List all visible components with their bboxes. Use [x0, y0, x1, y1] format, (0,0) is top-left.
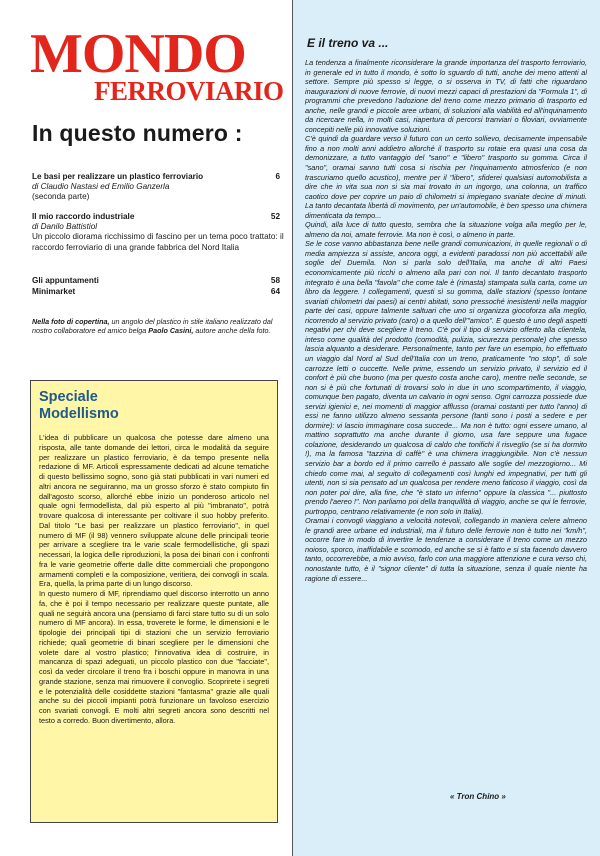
logo-mondo: MONDO — [30, 23, 246, 85]
cover-caption-lead: Nella foto di copertina, — [32, 317, 110, 326]
toc-title: Le basi per realizzare un plastico ferroviario — [32, 172, 204, 181]
toc-entry-4[interactable] — [32, 287, 284, 297]
logo-ferroviario: FERROVIARIO — [94, 76, 284, 106]
toc-page: 64 — [270, 287, 280, 296]
special-body — [39, 433, 269, 726]
special-paragraph: In questo numero di MF, riprendiamo quel discorso interrotto un anno fa, che è poi il tempo necessario per realizzare queste puntate, alle quali ne seguirà ancora una (pensiamo di farci stare tutto su di un solo numero di MF ancora). In essa, troverete le forme, le dimensioni e le tipologie dei principali tipi di stazioni che un servizio ferroviario richiede; quali geometrie di binari scegliere per le dimensioni che volete dare al vostro plastico; l'innovativa idea di costruire, in mancanza di spazi adeguati, un piccolo plastico con due "facciate", così da veder circolare il treno fra i boschi oppure in manovra in una grande stazione, senza mai rimuovere il convoglio. Scoprirete i segreti e le potenzialità delle cosiddette stazioni "fantasma" grazie alle quali anche su dei piccoli impianti potrà funzionare un favoloso esercizio con svariati convogli. E molti altri segreti ancora sono descritti nel testo a corredo. Buon divertimento, allora. — [39, 589, 269, 725]
toc-entry-3[interactable] — [32, 276, 284, 286]
special-title-line2: Modellismo — [39, 406, 119, 422]
toc-title: Il mio raccordo industriale — [32, 212, 135, 221]
article-paragraph: C'è quindi da guardare verso il futuro con un certo sollievo, decisamente impensabile fino a non molti anni addietro allorché il trasporto su rotaie era quasi una cosa da demonizzare, a tutto vantaggio del "sano" e "libero" trasporto su gomma. Circa il "sano", oramai sanno tutti cosa si rischia per l'inquinamento atmosferico (e non trascuriamo quello acustico), mentre per il "libero", sfiderei qualsiasi automobilista a dire che in vita sua non si sia mai trovato in un ingorgo, una colonna, un traffico caotico dove per coprire un paio di chilometri si impiegano svariate decine di minuti. La tanto decantata libertà di movimento, per un'automobile, è ben spesso una chimera dimenticata da tempo... — [305, 134, 587, 220]
article-body — [305, 58, 587, 583]
cover-caption — [32, 317, 280, 335]
article-paragraph: Se le cose vanno abbastanza bene nelle grandi comunicazioni, in quelle regionali o di media ampiezza si assiste, ancora oggi, a evidenti paradossi non più accettabili alle soglie del Duemila. Non si parla solo dell'Italia, ma anche di altri Paesi economicamente più ricchi o almeno alla pari con noi. Il tanto decantato trasporto integrato è una bella "favola" che come tale è (rimasta) stampata sulla carta, come un libro da leggere. I collegamenti, questi sì su gomma, dalle stazioni (spesso lontane svariati chilometri dai paesi) ai centri abitati, sono pressoché inesistenti nella maggior parte dei casi, oppure talmente saltuari che uno si organizza giocoforza alla meglio, ricorrendo al servizio privato (caro) o a quello dell'"amico". E questo è uno degli aspetti negativi per chi deve scegliere il treno. C'è poi il tipo di servizio offerto alla clientela, inteso come qualità del prodotto (comodità, pulizia, sicurezza personale) che spesso lascia alquanto a desiderare. Personalmente, tanto per fare un esempio, ho effettuato un viaggio dal Nord al Sud dell'Italia con un treno, praticamente "no stop", di sole carrozze letti o cuccette. Nelle prime, essendo un servizio privato, il servizio ed il confort è più che buono (ma per questo costa anche caro), mentre nelle seconde, se non si è più che fortunati di trovarsi solo in due in uno scompartimento, il viaggio, comunque ben pagato, diventa un calvario in ogni senso. Ogni carrozza possiede due servizi igienici e, nei momenti di maggior afflusso (oramai costanti per tutto l'anno) di essi ne fanno utilizzo almeno sessanta persone (tanti sono i posti a sedere e per dormire): vi lascio immaginare cosa succede... Ma non è tutto: ogni essere umano, al mattino soprattutto ma anche durante il giorno, usa fare seppure una fugace colazione, desiderando un qualcosa di caldo che tonifichi il risveglio (se si ha dormito !), ma la famosa "tazzina di caffè" è una chimera irraggiungibile. Non c'è nessun servizio bar a bordo ed il primo carrello è passato alle soglie del mezzogiorno... Mi chiedo come mai, al seguito di collegamenti così lunghi ed impegnativi, per tutti gli utenti, non si sia pensato ad un qualcosa per rendere meno faticoso il viaggio, così da non poter poi dire, alla fine, che "è stato un inferno" oppure la classica "... piuttosto prendo l'aereo !". Non parliamo poi della tranquillità di viaggio, anche se qui le ferrovie, purtroppo, centrano relativamente (e non solo in Italia). — [305, 239, 587, 516]
toc-page: 6 — [275, 172, 280, 181]
toc-note: (seconda parte) — [32, 192, 90, 202]
toc-author: di Claudio Nastasi ed Emilio Ganzerla — [32, 182, 170, 192]
article-paragraph: La tendenza a finalmente riconsiderare la grande importanza del trasporto ferroviario, in generale ed in tutto il mondo, è sotto lo sguardo di tutti, anche dei meno attenti al settore. Sempre più spesso si legge, o si osserva in TV, di fatti che riguardano inaugurazioni di nuove ferrovie, di nuovi mezzi capaci di prestazioni da "Formula 1", di programmi che prevedono l'adozione del treno come mezzo primario di trasporto ed anche, nelle grandi e piccole aree urbani, di soluzioni alla viabilità ed all'inquinamento da ricercare nella, in molti casi, riapertura di percorsi tranviari o filoviari, ovviamente concepiti nelle più innovative soluzioni. — [305, 58, 587, 134]
toc-title: Gli appuntamenti — [32, 276, 99, 285]
left-column — [0, 0, 292, 856]
issue-heading: In questo numero : — [32, 120, 243, 146]
special-title — [39, 389, 119, 423]
special-paragraph: L'idea di pubblicare un qualcosa che potesse dare almeno una risposta, alle tante domande dei lettori, circa le modalità da seguire per realizzare un plastico ferroviario, è da tempo presente nella redazione di MF. Articoli espressamente dedicati ad alcune tematiche di questo bellissimo sogno, sono già stati pubblicati in vari numeri ed altri ancora ne seguiranno, ma un grosso sforzo è stato compiuto fin dall'agosto scorso, allorché ebbe inizio un ponderoso articolo nel quale ogni fermodellista, dal più esperto al più "imbranato", potrà trovare qualcosa di interessante per coltivare il suo hobby preferito. Dal titolo "Le basi per realizzare un plastico ferroviario", in quel numero di MF (il 98) vennero sviluppate alcune delle principali teorie per arrivare a scegliere tra le varie scale fermodellistiche, gli spazi necessari, la logica delle riproduzioni, la posa dei binari con i confronti fra le varie geometrie offerte dalle ditte commerciali che propongono armamenti completi e la composizione, veritiera, dei convogli in scala. Era, quella, la prima parte di un lungo discorso. — [39, 433, 269, 589]
article-signature: « Tron Chino » — [450, 792, 506, 801]
special-box — [30, 380, 278, 823]
cover-caption-text: un angolo del plastico in stile italiano realizzato dal nostro collaboratore ed amico belga — [32, 317, 273, 335]
toc-entry-2[interactable] — [32, 212, 284, 253]
toc-page: 58 — [270, 276, 280, 285]
cover-caption-tail: autore anche della foto. — [193, 326, 271, 335]
magazine-logo — [30, 23, 284, 108]
toc-title: Minimarket — [32, 287, 76, 296]
article-paragraph: Quindi, alla luce di tutto questo, sembra che la situazione volga alla meglio per le, almeno da noi, amate ferrovie. Ma non è così, o almeno in parte. — [305, 220, 587, 239]
article-paragraph: Oramai i convogli viaggiano a velocità notevoli, collegando in maniera celere almeno le grandi aree urbane ed industriali, ma il futuro delle ferrovie non è tutto nei "km/h", occorre fare in modo di invertire le tendenze a considerare il treno come un mezzo noioso, sporco, inaffidabile e scomodo, ed anche se si è fatto e si sta facendo davvero tanto, occorrerebbe, a mio avviso, farlo con una maggiore attenzione e cura verso chi, nonostante tutto, è il "signor cliente" di tutta la situazione, senza il quale niente ha ragione di essere... — [305, 516, 587, 583]
article-title: E il treno va ... — [307, 36, 389, 50]
cover-caption-name: Paolo Casini, — [148, 326, 194, 335]
toc-page: 52 — [270, 212, 280, 221]
toc-entry-1[interactable] — [32, 172, 284, 203]
toc-author: di Danilo Battistiol — [32, 222, 98, 232]
special-title-line1: Speciale — [39, 389, 98, 405]
toc-description: Un piccolo diorama ricchissimo di fascino per un tema poco trattato: il raccordo ferroviario di una grande fabbrica del Nord Italia — [32, 232, 284, 252]
